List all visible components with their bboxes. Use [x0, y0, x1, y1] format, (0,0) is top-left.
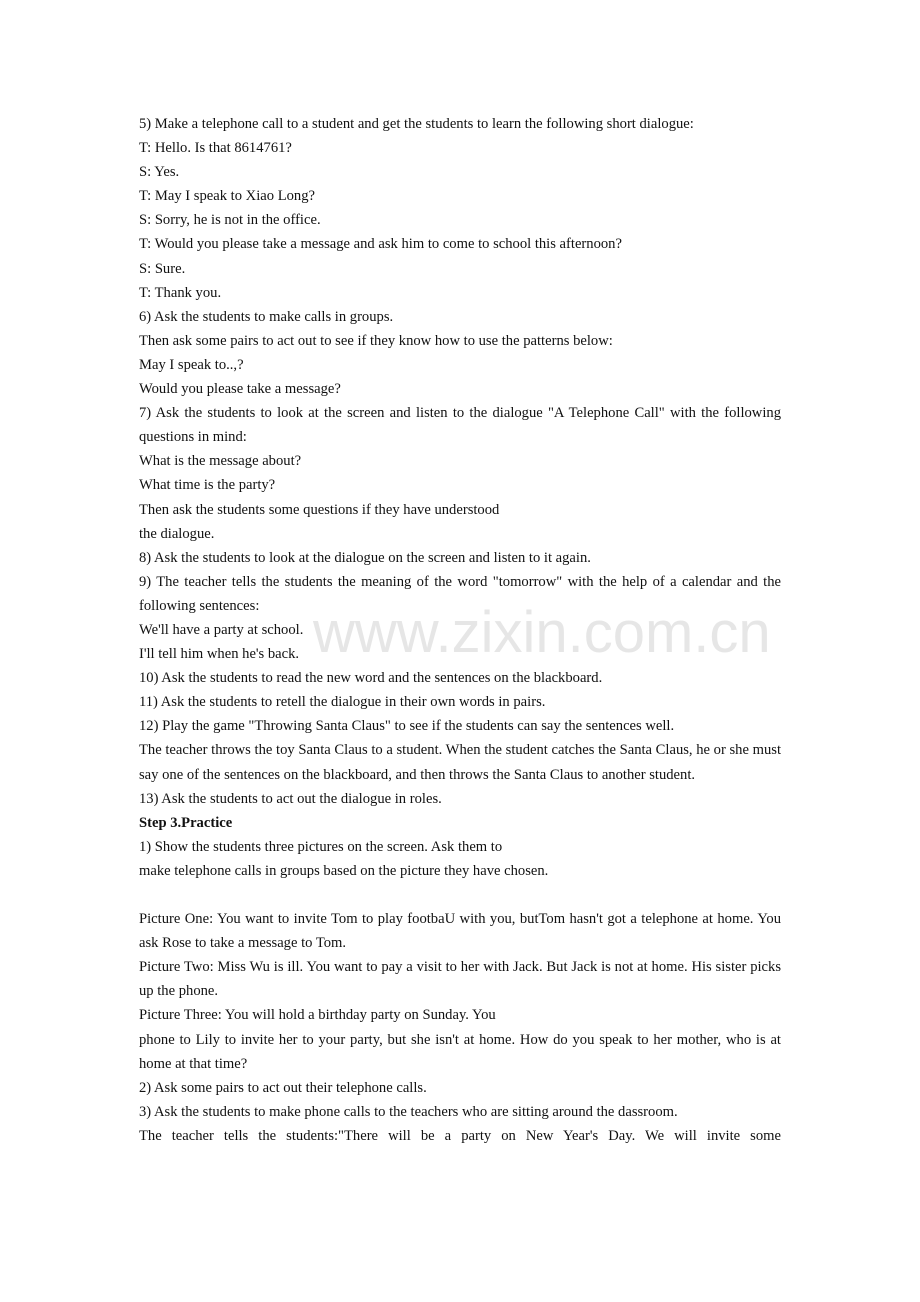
- text-paragraph: The teacher throws the toy Santa Claus to a student. When the student catches the Santa Claus, he or she must say one of the sentences on the blackboard, and then throws the Santa Claus to another student.: [139, 742, 781, 783]
- question-line: What time is the party?: [139, 477, 276, 494]
- text-line: 6) Ask the students to make calls in groups.: [139, 308, 394, 325]
- dialogue-line: S: Yes.: [139, 164, 180, 181]
- dialogue-line: T: Thank you.: [139, 284, 222, 301]
- text-line: 13) Ask the students to act out the dialogue in roles.: [139, 790, 442, 807]
- text-paragraph: phone to Lily to invite her to your party, but she isn't at home. How do you speak to her mother, who is at home at that time?: [139, 1031, 781, 1072]
- section-heading: Step 3.Practice: [139, 814, 233, 831]
- text-line: Then ask the students some questions if they have understood: [139, 501, 500, 518]
- pattern-line: May I speak to..,?: [139, 356, 244, 373]
- text-line: 12) Play the game "Throwing Santa Claus" to see if the students can say the sentences well.: [139, 718, 675, 735]
- watermark: www.zixin.com.cn: [313, 600, 771, 665]
- text-line: Picture Three: You will hold a birthday party on Sunday. You: [139, 1007, 496, 1024]
- text-line: make telephone calls in groups based on the picture they have chosen.: [139, 862, 549, 879]
- text-line: The teacher tells the students:"There will be a party on New Year's Day. We will invite some: [139, 1127, 781, 1144]
- text-line: the dialogue.: [139, 525, 215, 542]
- dialogue-line: T: Would you please take a message and ask him to come to school this afternoon?: [139, 236, 622, 253]
- text-paragraph: 7) Ask the students to look at the screen and listen to the dialogue "A Telephone Call" with the following questions in mind:: [139, 405, 781, 446]
- document-body: [139, 112, 781, 1148]
- text-line: 11) Ask the students to retell the dialogue in their own words in pairs.: [139, 694, 546, 711]
- blank-line: [139, 883, 781, 907]
- text-paragraph: Picture One: You want to invite Tom to play footbaU with you, butTom hasn't got a telephone at home. You ask Rose to take a message to Tom.: [139, 911, 781, 952]
- dialogue-line: S: Sure.: [139, 260, 186, 277]
- text-line: 3) Ask the students to make phone calls to the teachers who are sitting around the dassroom.: [139, 1103, 678, 1120]
- text-paragraph: 9) The teacher tells the students the meaning of the word "tomorrow" with the help of a calendar and the following sentences:: [139, 573, 781, 614]
- question-line: What is the message about?: [139, 453, 302, 470]
- text-line: 1) Show the students three pictures on the screen. Ask them to: [139, 838, 503, 855]
- text-paragraph: Picture Two: Miss Wu is ill. You want to pay a visit to her with Jack. But Jack is not at home. His sister picks up the phone.: [139, 959, 781, 1000]
- dialogue-line: S: Sorry, he is not in the office.: [139, 212, 321, 229]
- text-line: Then ask some pairs to act out to see if they know how to use the patterns below:: [139, 332, 613, 349]
- text-line: 10) Ask the students to read the new word and the sentences on the blackboard.: [139, 670, 603, 687]
- text-line: 2) Ask some pairs to act out their telephone calls.: [139, 1079, 427, 1096]
- dialogue-line: T: Hello. Is that 8614761?: [139, 140, 292, 157]
- pattern-line: Would you please take a message?: [139, 381, 341, 398]
- sentence-line: I'll tell him when he's back.: [139, 646, 300, 663]
- dialogue-line: T: May I speak to Xiao Long?: [139, 188, 315, 205]
- text-line: 8) Ask the students to look at the dialogue on the screen and listen to it again.: [139, 549, 591, 566]
- text-line: 5) Make a telephone call to a student and get the students to learn the following short dialogue:: [139, 116, 694, 132]
- sentence-line: We'll have a party at school.: [139, 621, 304, 638]
